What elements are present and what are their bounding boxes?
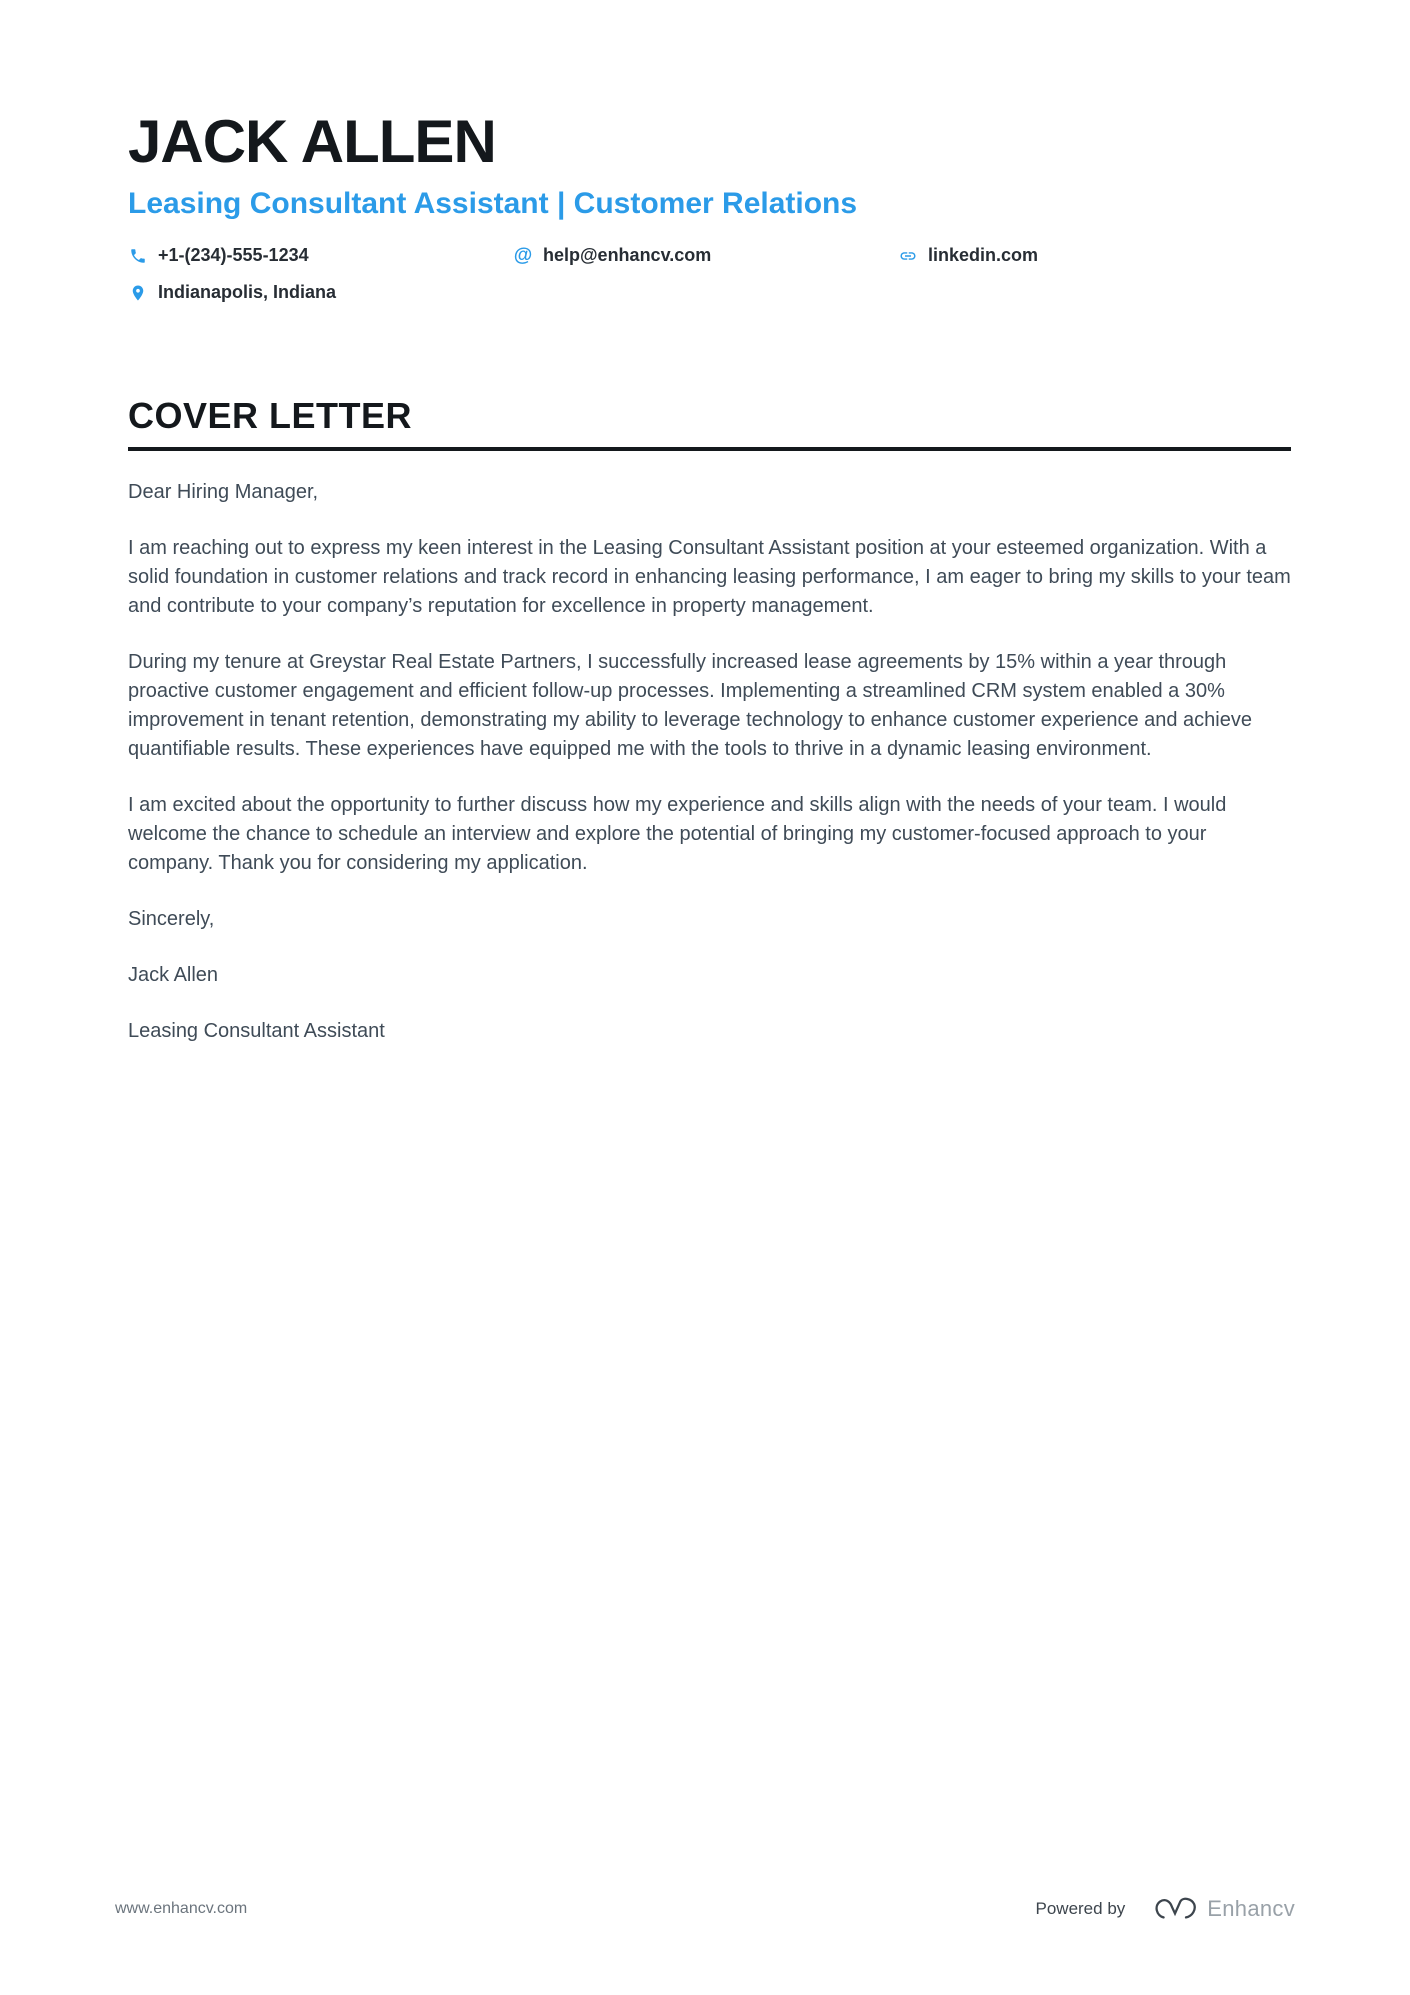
location-text: Indianapolis, Indiana: [158, 282, 337, 302]
document-content: [128, 0, 1291, 1046]
email-at-icon: @: [513, 245, 533, 266]
linkedin-url: linkedin.com: [928, 245, 1039, 265]
letter-body: [128, 478, 1291, 1046]
enhancv-logo-icon: [1153, 1897, 1197, 1922]
salutation: Dear Hiring Manager,: [128, 481, 319, 503]
section-heading-cover-letter: COVER LETTER: [128, 395, 1291, 451]
linkedin-contact[interactable]: [898, 245, 1038, 266]
letter-paragraph: During my tenure at Greystar Real Estate Partners, I successfully increased lease agreements by 15% within a year through proactive customer engagement and efficient follow-up processes. Implementing a streamlined CRM system enabled a 30% improvement in tenant retention, demonstrating my ability to leverage technology to enhance customer experience and achieve quantifiable results. These experiences have equipped me with the tools to thrive in a dynamic leasing environment.: [128, 651, 1252, 760]
contact-row-secondary: [128, 282, 1291, 303]
job-title: Leasing Consultant Assistant | Customer Relations: [128, 187, 858, 220]
phone-number: +1-(234)-555-1234: [158, 245, 309, 265]
location-pin-icon: [128, 283, 148, 303]
contact-row-primary: [128, 245, 1291, 266]
page-footer: [115, 1896, 1295, 1922]
enhancv-wordmark: Enhancv: [1207, 1896, 1295, 1921]
enhancv-website-link[interactable]: www.enhancv.com: [115, 1900, 248, 1917]
link-icon: [898, 246, 918, 266]
phone-contact[interactable]: [128, 245, 513, 266]
letter-paragraph: I am reaching out to express my keen interest in the Leasing Consultant Assistant position at your esteemed organization. With a solid foundation in customer relations and track record in enhancing leasing performance, I am eager to bring my skills to your team and contribute to your company’s reputation for excellence in property management.: [128, 537, 1291, 617]
email-contact[interactable]: [513, 245, 898, 266]
signature-title: Leasing Consultant Assistant: [128, 1020, 385, 1042]
letter-paragraph: I am excited about the opportunity to further discuss how my experience and skills align with the needs of your team. I would welcome the chance to schedule an interview and explore the potential of bringing my customer-focused approach to your company. Thank you for considering my application.: [128, 794, 1227, 874]
person-name: JACK ALLEN: [128, 108, 496, 175]
powered-by-group: [1036, 1896, 1296, 1922]
signature-name: Jack Allen: [128, 964, 219, 986]
email-address: help@enhancv.com: [543, 245, 712, 265]
closing: Sincerely,: [128, 908, 215, 930]
phone-icon: [128, 246, 148, 266]
powered-by-label: Powered by: [1035, 1899, 1126, 1918]
location-contact[interactable]: [128, 282, 336, 303]
enhancv-brand-link[interactable]: [1153, 1896, 1295, 1922]
